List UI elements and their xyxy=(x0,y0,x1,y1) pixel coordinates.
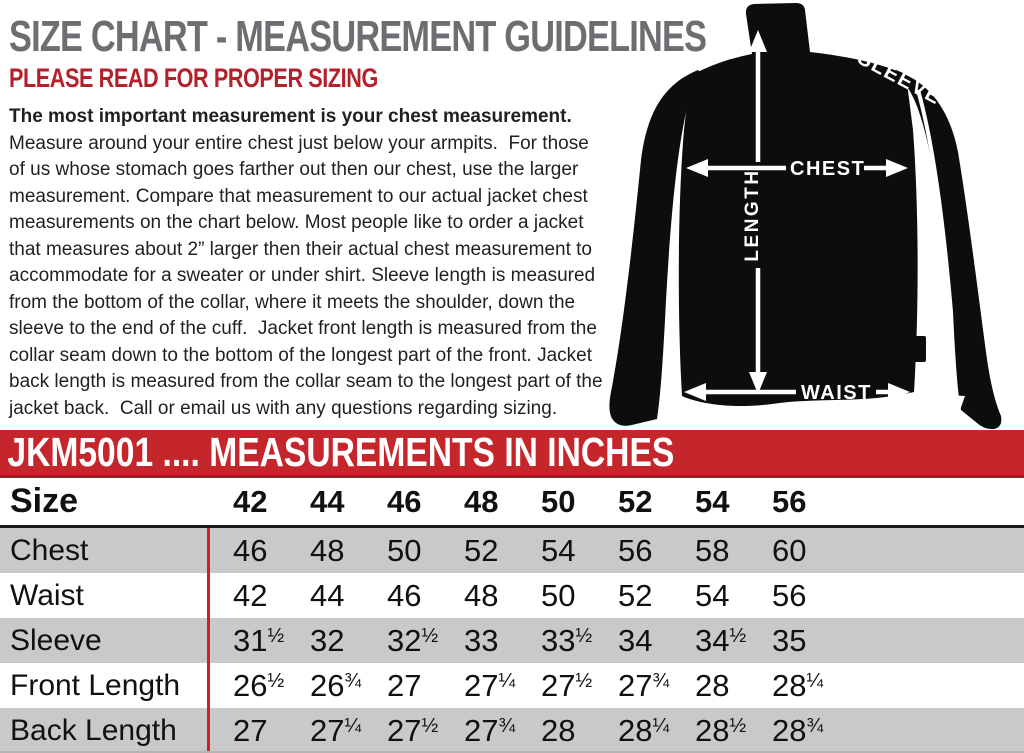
size-col-header: 54 xyxy=(695,483,730,519)
intro-line: Measure around your entire chest just below your armpits. For those xyxy=(9,132,589,154)
table-column-divider xyxy=(207,528,210,753)
size-col-header: 46 xyxy=(387,483,422,519)
measurement-cell: $33^{\frac{1}{2}}$ xyxy=(541,622,593,658)
fraction: ½ xyxy=(267,669,285,692)
intro-line: collar seam down to the bottom of the longest part of the front. Jacket xyxy=(9,344,592,366)
fraction: ¾ xyxy=(344,669,362,692)
measurement-cell: 56 xyxy=(772,577,807,613)
measurement-cell: 42 xyxy=(233,577,268,613)
measurement-cell: 33 xyxy=(464,622,499,658)
measurement-cell: 52 xyxy=(618,577,653,613)
fraction: ½ xyxy=(575,624,593,647)
product-banner xyxy=(0,430,1024,478)
fraction: ½ xyxy=(421,624,439,647)
fraction: ½ xyxy=(267,624,285,647)
row-label: Back Length xyxy=(10,713,177,747)
measurement-cell: 46 xyxy=(387,577,422,613)
fraction: ½ xyxy=(575,669,593,692)
table-row-waist xyxy=(0,573,1024,618)
measurement-cell: 54 xyxy=(541,532,576,568)
measurement-cell: 34 xyxy=(618,622,653,658)
measurement-cell: $28^{\frac{3}{4}}$ xyxy=(772,712,824,748)
fraction: ¾ xyxy=(652,669,670,692)
intro-line: accommodate for a sweater or under shirt. Sleeve length is measured xyxy=(9,265,596,286)
size-header-label: Size xyxy=(10,482,79,520)
measurement-cell: $27^{\frac{3}{4}}$ xyxy=(618,667,670,703)
banner-text: JKM5001 .... MEASUREMENTS IN INCHES xyxy=(7,429,675,475)
measurement-cell: $27^{\frac{1}{4}}$ xyxy=(310,712,362,748)
measurement-instructions xyxy=(9,104,603,422)
fraction: ¼ xyxy=(806,669,824,692)
size-col-header: 52 xyxy=(618,483,653,519)
size-col-header: 48 xyxy=(464,483,499,519)
table-row-sleeve xyxy=(0,618,1024,663)
measurement-cell: 32 xyxy=(310,622,345,658)
intro-line: back length is measured from the collar seam to the longest part of the xyxy=(9,371,603,392)
fraction: ¼ xyxy=(498,669,516,692)
measurement-cell: 28 xyxy=(695,667,730,703)
table-header-row xyxy=(0,478,1024,528)
waist-label: WAIST xyxy=(801,382,872,404)
table-row-front-length xyxy=(0,663,1024,708)
row-label: Front Length xyxy=(10,668,181,702)
measurement-cell: 56 xyxy=(618,532,653,568)
intro-line: measurements on the chart below. Most people like to order a jacket xyxy=(9,212,584,233)
fraction: ½ xyxy=(729,714,747,737)
length-label: LENGTH xyxy=(742,168,763,262)
fraction: ¾ xyxy=(498,714,516,737)
size-col-header: 44 xyxy=(310,483,345,519)
fraction: ¾ xyxy=(806,714,824,737)
size-col-header: 50 xyxy=(541,483,576,519)
measurement-cell: 50 xyxy=(541,577,576,613)
measurement-cell: $28^{\frac{1}{4}}$ xyxy=(772,667,824,703)
table-row-back-length xyxy=(0,708,1024,753)
fraction: ½ xyxy=(421,714,439,737)
measurement-cell: $27^{\frac{3}{4}}$ xyxy=(464,712,516,748)
jacket-diagram xyxy=(600,0,1024,430)
page-subtitle: PLEASE READ FOR PROPER SIZING xyxy=(9,63,378,94)
measurement-cell: 58 xyxy=(695,532,730,568)
measurement-cell: 48 xyxy=(464,577,499,613)
sleeve-label: SLEEVE xyxy=(853,46,946,110)
fraction: ¼ xyxy=(344,714,362,737)
chest-label: CHEST xyxy=(790,158,866,180)
measurement-cell: $28^{\frac{1}{2}}$ xyxy=(695,712,747,748)
intro-line: that measures about 2” larger then their actual chest measurement to xyxy=(9,238,592,260)
measurement-cell: 27 xyxy=(233,712,268,748)
measurement-cell: $28^{\frac{1}{4}}$ xyxy=(618,712,670,748)
page-title: SIZE CHART - MEASUREMENT GUIDELINES xyxy=(9,12,707,61)
intro-line: jacket back. Call or email us with any questions regarding sizing. xyxy=(9,397,558,419)
size-col-header: 42 xyxy=(233,483,268,519)
measurement-cell: 54 xyxy=(695,577,730,613)
measurement-cell: 60 xyxy=(772,532,807,568)
measurement-cell: $34^{\frac{1}{2}}$ xyxy=(695,622,747,658)
row-label: Chest xyxy=(10,533,89,567)
measurement-cell: $31^{\frac{1}{2}}$ xyxy=(233,622,285,658)
intro-line: measurement. Compare that measurement to our actual jacket chest xyxy=(9,185,588,207)
table-row-chest xyxy=(0,528,1024,573)
measurement-cell: $32^{\frac{1}{2}}$ xyxy=(387,622,439,658)
measurement-cell: 27 xyxy=(387,667,422,703)
measurement-cell: 28 xyxy=(541,712,576,748)
intro-line: from the bottom of the collar, where it meets the shoulder, down the xyxy=(9,291,576,313)
measurement-cell: $27^{\frac{1}{4}}$ xyxy=(464,667,516,703)
measurement-cell: $26^{\frac{3}{4}}$ xyxy=(310,667,362,703)
measurement-cell: 35 xyxy=(772,622,807,658)
size-table xyxy=(0,478,1024,753)
measurement-cell: $26^{\frac{1}{2}}$ xyxy=(233,667,285,703)
row-label: Sleeve xyxy=(10,623,102,657)
measurement-cell: 46 xyxy=(233,532,268,568)
fraction: ¼ xyxy=(652,714,670,737)
intro-line: of us whose stomach goes farther out then our chest, use the larger xyxy=(9,159,579,180)
measurement-cell: 50 xyxy=(387,532,422,568)
intro-paragraph xyxy=(9,131,603,423)
intro-line: sleeve to the end of the cuff. Jacket front length is measured from the xyxy=(9,318,597,339)
measurement-cell: 44 xyxy=(310,577,345,613)
measurement-cell: $27^{\frac{1}{2}}$ xyxy=(387,712,439,748)
measurement-cell: $27^{\frac{1}{2}}$ xyxy=(541,667,593,703)
fraction: ½ xyxy=(729,624,747,647)
measurement-cell: 52 xyxy=(464,532,499,568)
row-label: Waist xyxy=(10,578,84,612)
intro-bold-line: The most important measurement is your chest measurement. xyxy=(9,106,572,127)
size-col-header: 56 xyxy=(772,483,807,519)
measurement-cell: 48 xyxy=(310,532,345,568)
